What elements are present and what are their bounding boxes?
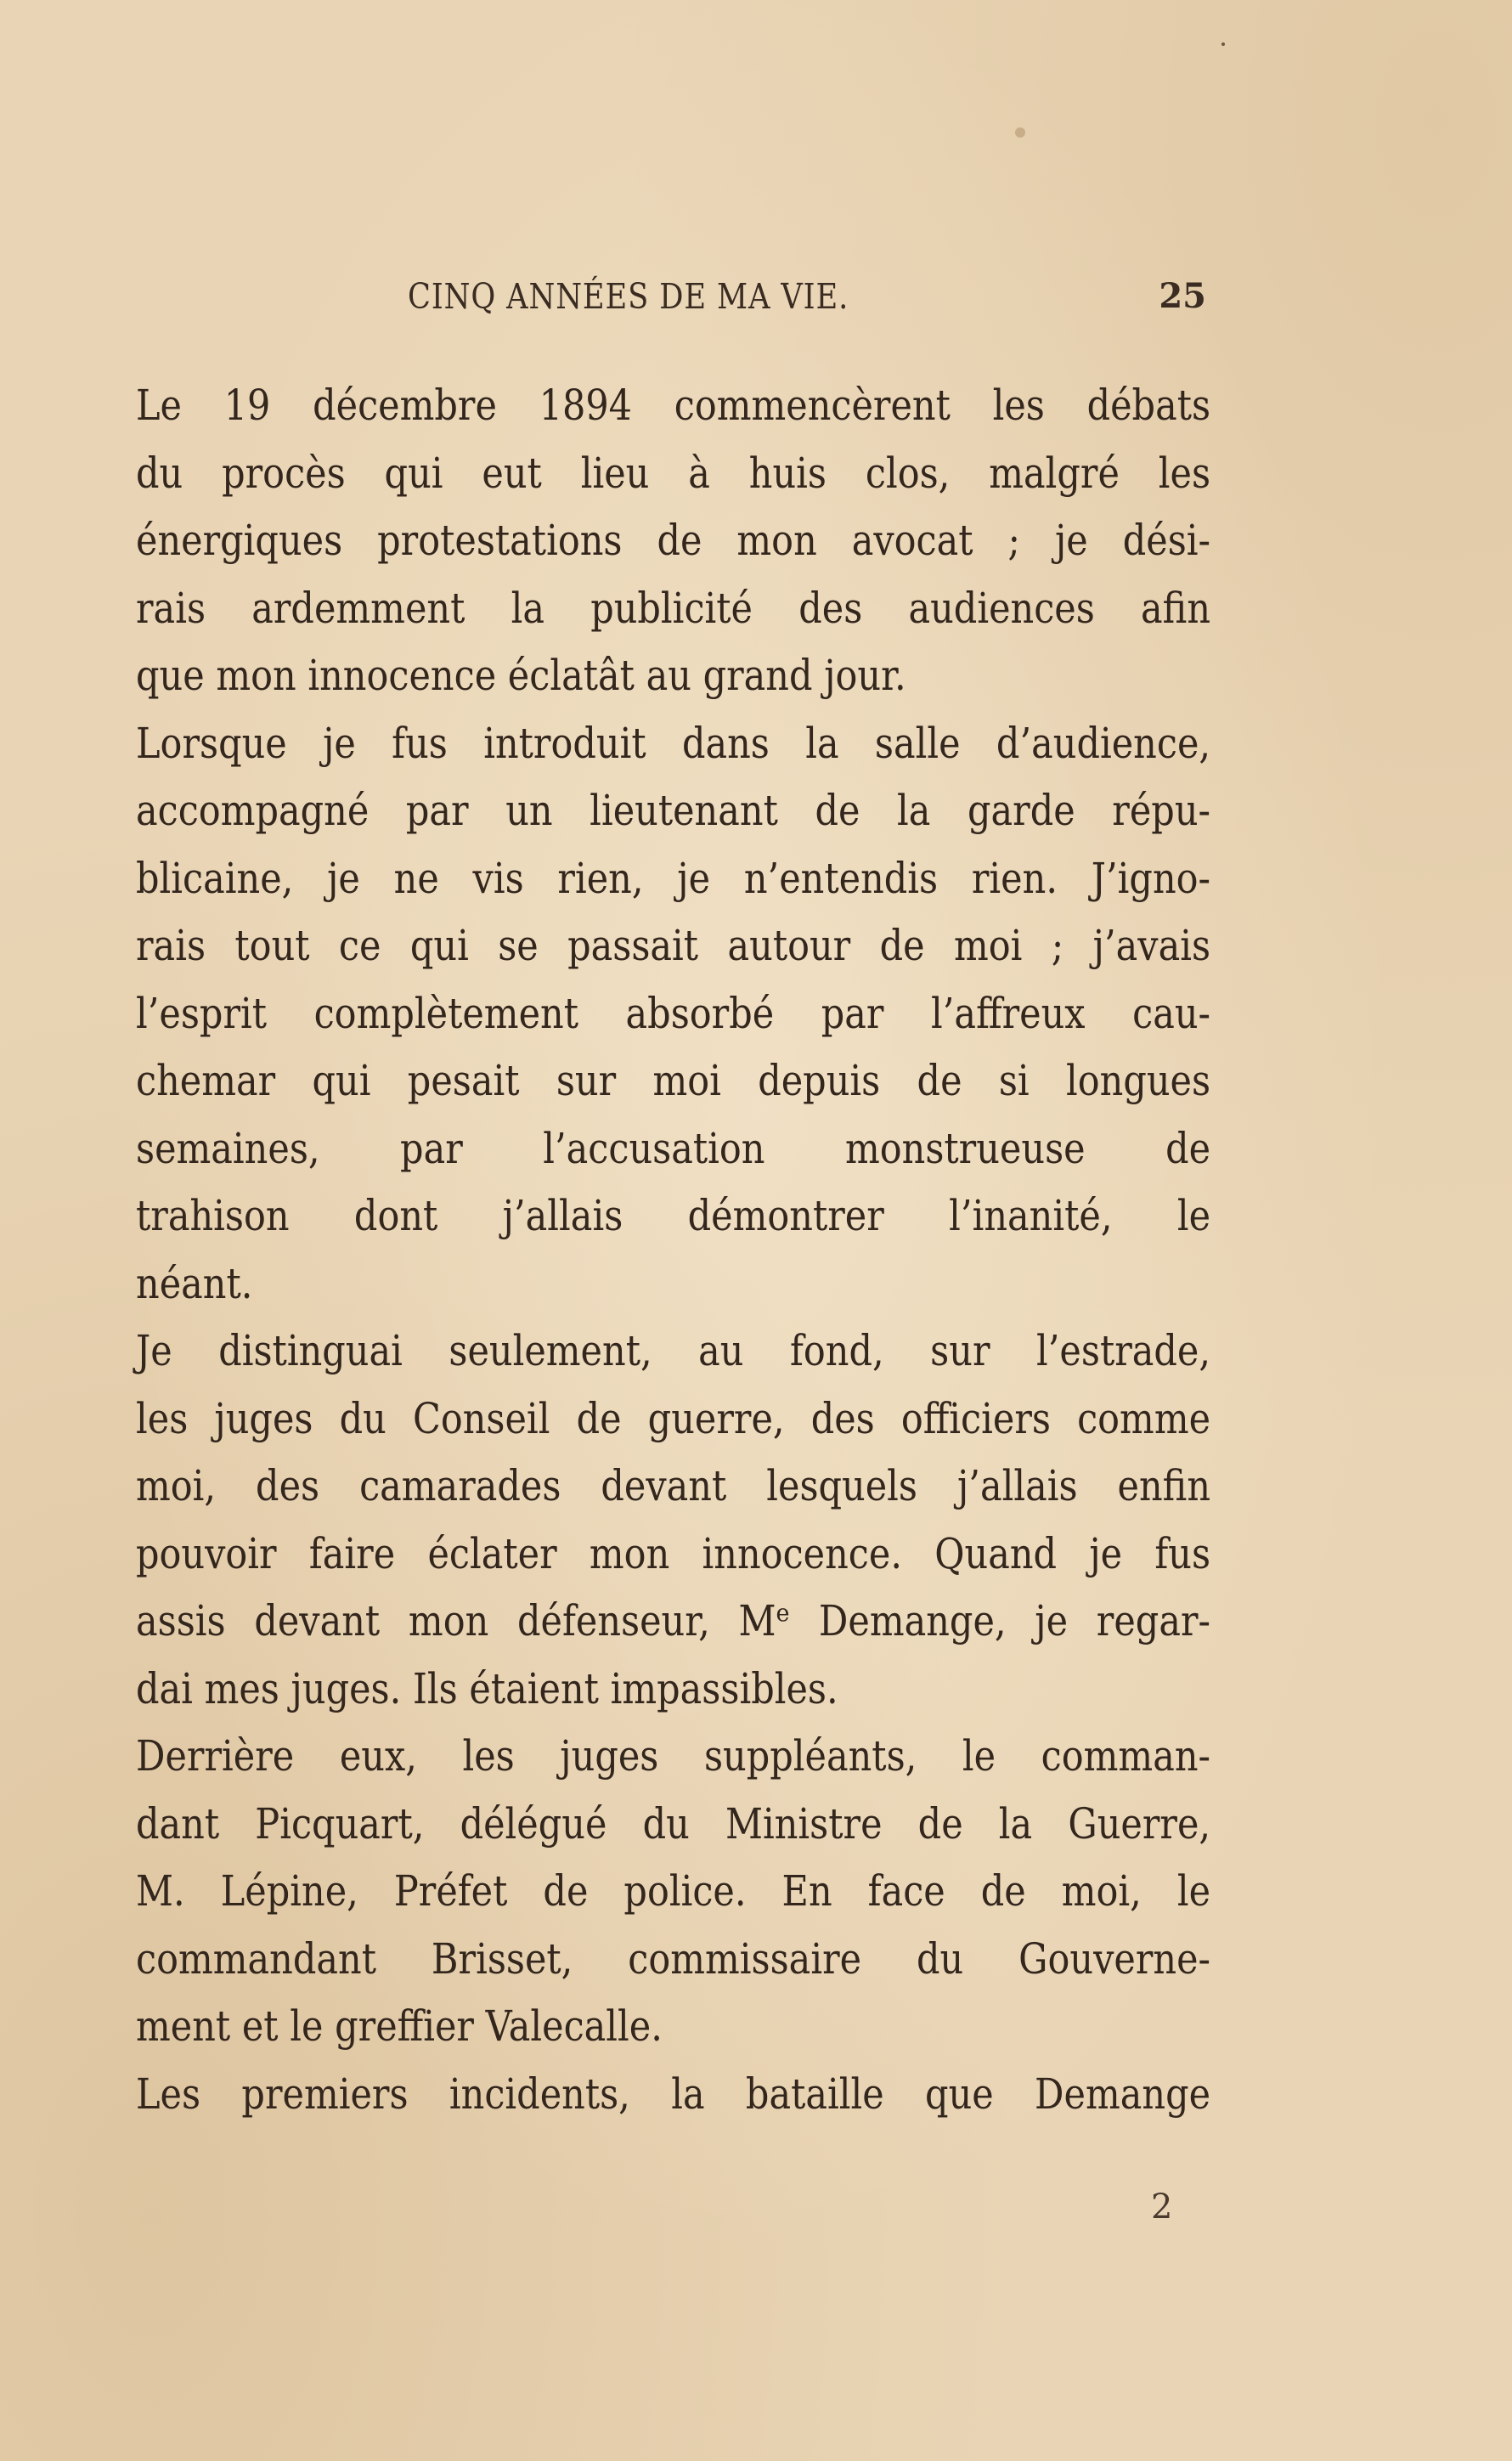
text-line: dant Picquart, délégué du Ministre de la Guerre, (136, 1798, 1211, 1849)
text-line: Lorsque je fus introduit dans la salle d’audience, (136, 718, 1211, 768)
text-line: Les premiers incidents, la bataille que Demange (136, 2069, 1211, 2119)
text-line: que mon innocence éclatât au grand jour. (136, 651, 906, 700)
text-line: Derrière eux, les juges suppléants, le comman- (136, 1731, 1211, 1781)
text-line: énergiques protestations de mon avocat ; je dési- (136, 516, 1211, 565)
text-line: trahison dont j’allais démontrer l’inanité, le (136, 1191, 1211, 1240)
text-line: Je distinguai seulement, au fond, sur l’estrade, (136, 1326, 1211, 1375)
text-line: ment et le greffier Valecalle. (136, 2001, 663, 2051)
text-line: rais tout ce qui se passait autour de moi ; j’avais (136, 921, 1211, 970)
text-line: néant. (136, 1258, 253, 1308)
text-line: rais ardemment la publicité des audiences afin (136, 583, 1211, 633)
text-line: accompagné par un lieutenant de la garde répu- (136, 786, 1211, 835)
text-line: Le 19 décembre 1894 commencèrent les débats (136, 381, 1211, 430)
text-line: dai mes juges. Ils étaient impassibles. (136, 1663, 838, 1713)
text-line: commandant Brisset, commissaire du Gouverne- (136, 1933, 1211, 1984)
running-title: CINQ ANNÉES DE MA VIE. (408, 276, 849, 317)
paper-speck (1221, 42, 1225, 46)
text-line: semaines, par l’accusation monstrueuse de (136, 1123, 1211, 1173)
text-line: M. Lépine, Préfet de police. En face de moi, le (136, 1866, 1211, 1916)
signature-mark: 2 (1151, 2187, 1173, 2227)
running-head (136, 276, 1206, 327)
text-line: assis devant mon défenseur, Mᵉ Demange, je regar- (136, 1596, 1211, 1645)
text-line: moi, des camarades devant lesquels j’allais enfin (136, 1461, 1211, 1510)
text-line: les juges du Conseil de guerre, des officiers comme (136, 1393, 1211, 1443)
page-number: 25 (1159, 276, 1206, 316)
text-line: pouvoir faire éclater mon innocence. Quand je fus (136, 1528, 1211, 1578)
text-line: l’esprit complètement absorbé par l’affreux cau- (136, 988, 1211, 1038)
paper-stain (1015, 127, 1025, 138)
text-line: chemar qui pesait sur moi depuis de si longues (136, 1056, 1211, 1105)
body-text (136, 372, 1210, 2128)
text-line: du procès qui eut lieu à huis clos, malgré les (136, 448, 1211, 498)
text-line: blicaine, je ne vis rien, je n’entendis rien. J’igno- (136, 853, 1211, 903)
